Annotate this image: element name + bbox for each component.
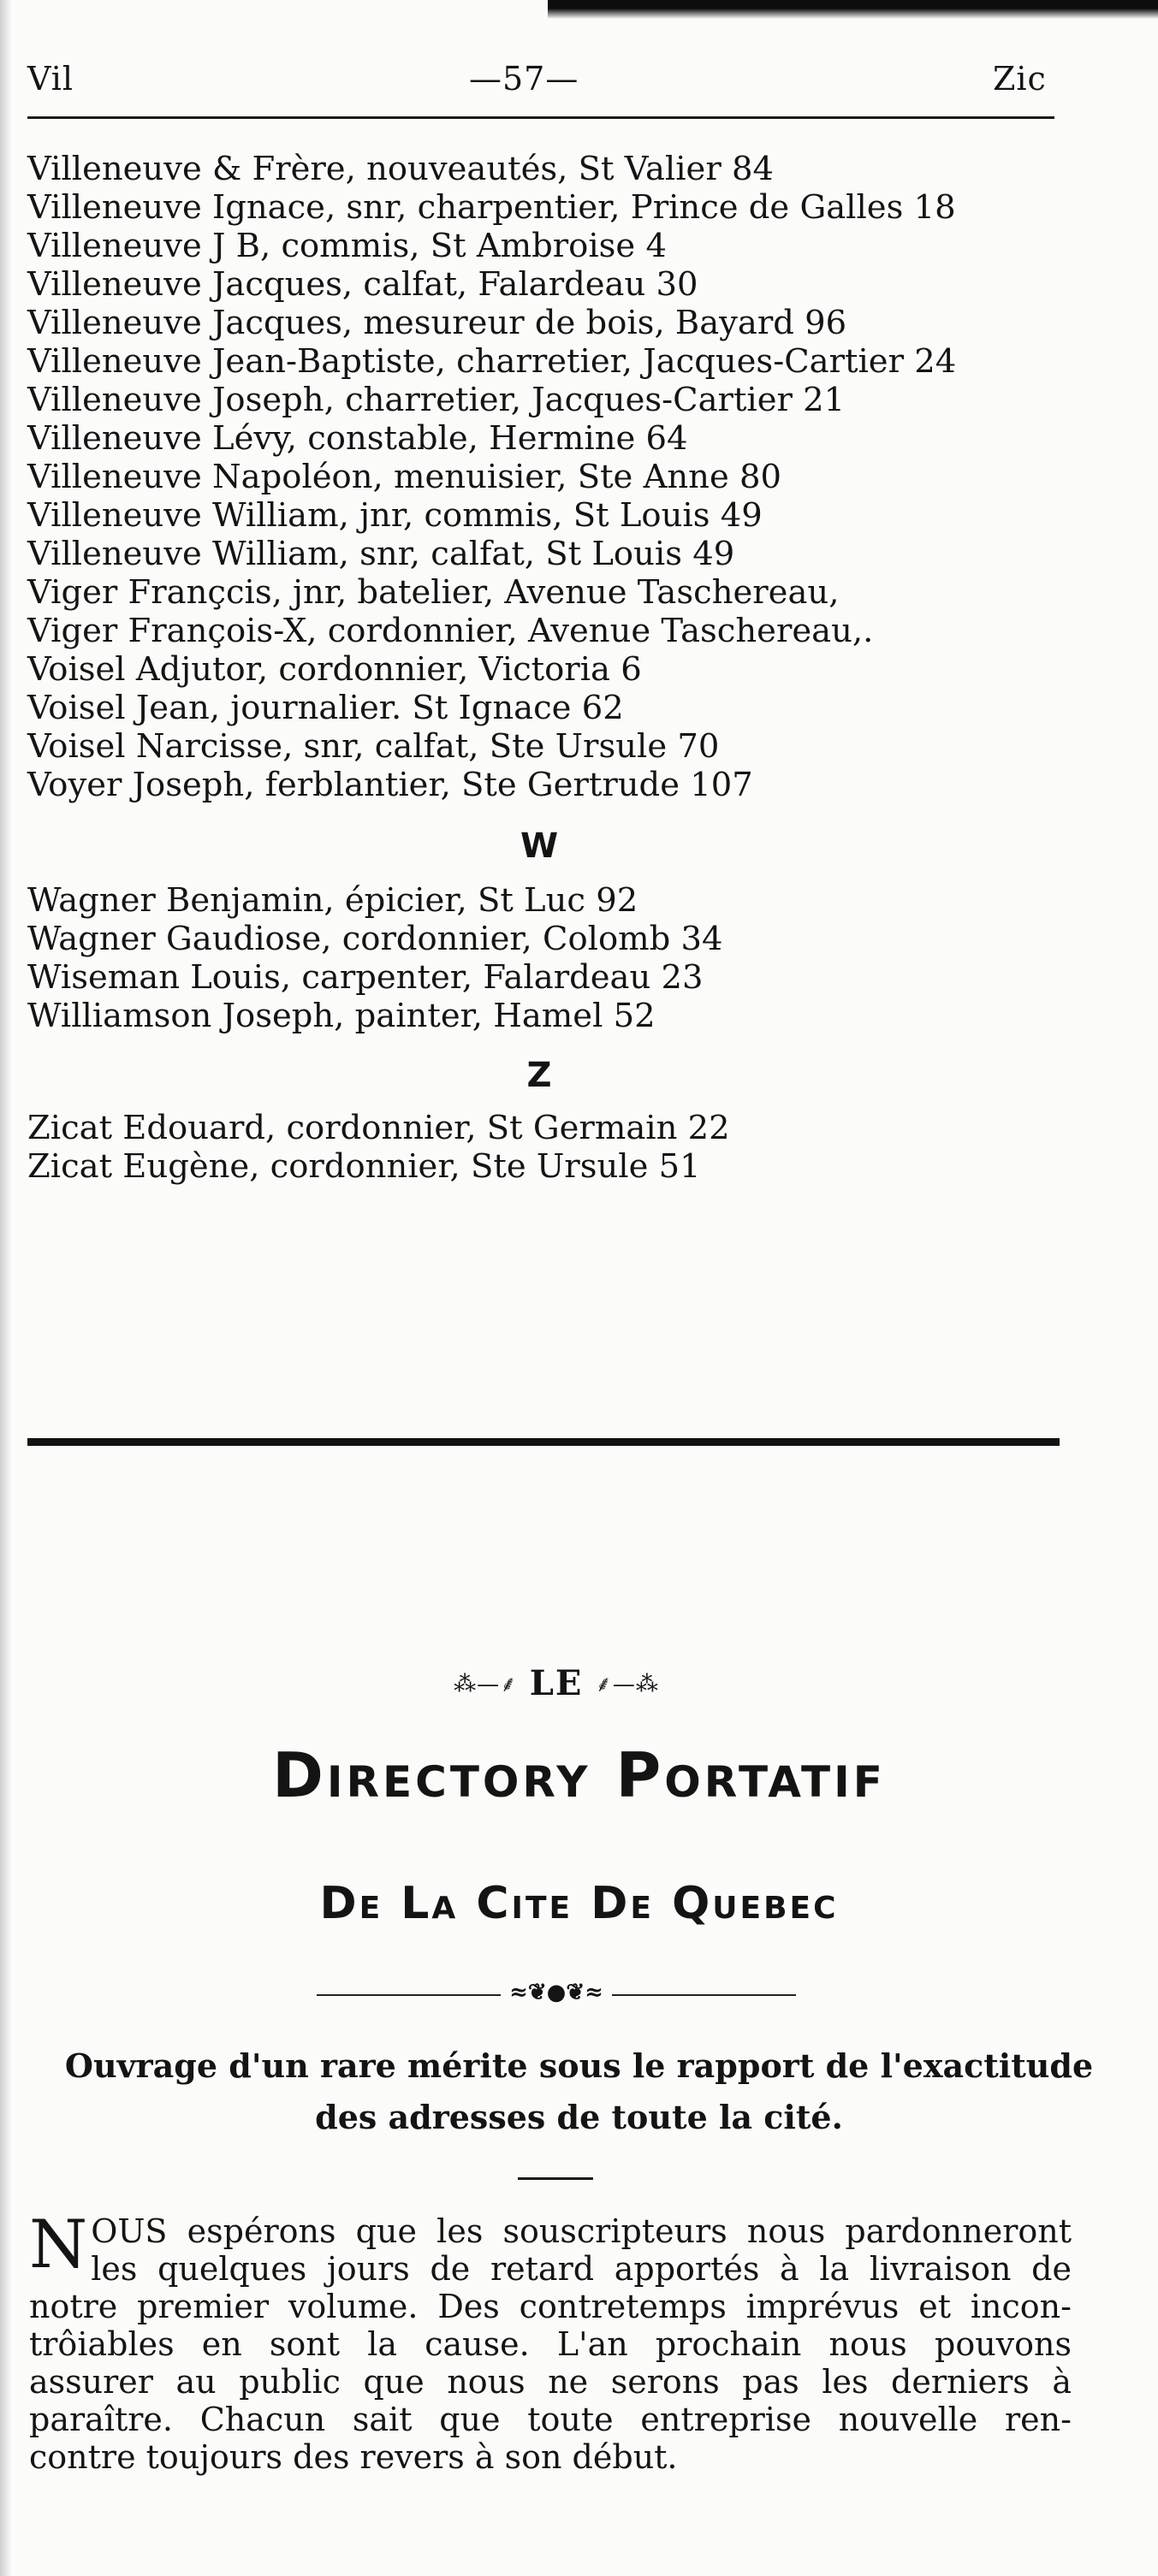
page-number: —57— bbox=[469, 60, 579, 98]
directory-entry: Wiseman Louis, carpenter, Falardeau 23 bbox=[27, 958, 704, 997]
running-head-right: Zic bbox=[993, 60, 1047, 98]
entries-w bbox=[27, 881, 1106, 1035]
entries-vil bbox=[27, 150, 1106, 804]
directory-entry: Villeneuve Lévy, constable, Hermine 64 bbox=[27, 419, 688, 458]
ad-subtitle: De La Cite De Quebec bbox=[319, 1878, 839, 1929]
directory-entry: Voisel Adjutor, cordonnier, Victoria 6 bbox=[27, 650, 642, 689]
directory-entry: Voisel Jean, journalier. St Ignace 62 bbox=[27, 689, 624, 727]
scan-shadow-top bbox=[548, 0, 1158, 19]
running-head-left: Vil bbox=[27, 60, 74, 98]
ad-paragraph bbox=[29, 2206, 1072, 2476]
section-divider-rule bbox=[27, 1438, 1060, 1446]
section-letter-w: W bbox=[520, 826, 559, 866]
directory-entry: Villeneuve Ignace, snr, charpentier, Prince de Galles 18 bbox=[27, 188, 956, 227]
divider-line-right bbox=[612, 1994, 796, 1996]
directory-entry: Zicat Edouard, cordonnier, St Germain 22 bbox=[27, 1109, 730, 1147]
directory-entry: Villeneuve Napoléon, menuisier, Ste Anne 80 bbox=[27, 458, 781, 496]
divider-ornament-icon: ≈❦●❦≈ bbox=[509, 1980, 603, 2005]
directory-entry: Williamson Joseph, painter, Hamel 52 bbox=[27, 997, 656, 1035]
directory-entry: Wagner Gaudiose, cordonnier, Colomb 34 bbox=[27, 920, 723, 958]
directory-entry: Villeneuve & Frère, nouveautés, St Valier 84 bbox=[27, 150, 774, 188]
paragraph-line: notre premier volume. Des contretemps imprévus et incon- bbox=[29, 2288, 1072, 2325]
directory-entry: Villeneuve Jean-Baptiste, charretier, Jacques-Cartier 24 bbox=[27, 342, 957, 381]
ad-tagline: Ouvrage d'un rare mérite sous le rapport de l'exactitude bbox=[64, 2046, 1094, 2085]
header-rule bbox=[27, 116, 1054, 119]
le-ornament bbox=[325, 1662, 787, 1703]
directory-entry: Viger François-X, cordonnier, Avenue Taschereau,. bbox=[27, 612, 874, 650]
ad-tagline: des adresses de toute la cité. bbox=[315, 2098, 843, 2136]
paragraph-line: contre toujours des revers à son début. bbox=[29, 2438, 678, 2476]
divider-line-left bbox=[317, 1994, 501, 1996]
scan-shadow-left bbox=[0, 0, 12, 2576]
directory-entry: Zicat Eugène, cordonnier, Ste Ursule 51 bbox=[27, 1147, 701, 1186]
drop-cap: N bbox=[29, 2206, 88, 2283]
directory-entry: Villeneuve Jacques, mesureur de bois, Bayard 96 bbox=[27, 304, 847, 342]
paragraph-line: trôiables en sont la cause. L'an prochain nous pouvons bbox=[29, 2325, 1072, 2363]
ornament-flourish-left: ⁂—⸙ bbox=[454, 1672, 518, 1697]
ornament-flourish-right: ⸙—⁂ bbox=[595, 1672, 659, 1697]
paragraph-line: paraître. Chacun sait que toute entreprise nouvelle ren- bbox=[29, 2401, 1072, 2438]
directory-entry: Wagner Benjamin, épicier, St Luc 92 bbox=[27, 881, 638, 920]
directory-entry: Villeneuve Joseph, charretier, Jacques-Cartier 21 bbox=[27, 381, 846, 419]
ornamental-divider bbox=[317, 1980, 796, 2005]
directory-entry: Villeneuve Jacques, calfat, Falardeau 30 bbox=[27, 265, 698, 304]
directory-entry: Voisel Narcisse, snr, calfat, Ste Ursule 70 bbox=[27, 727, 720, 766]
directory-entry: Voyer Joseph, ferblantier, Ste Gertrude 107 bbox=[27, 766, 753, 804]
directory-entry: Villeneuve William, snr, calfat, St Louis 49 bbox=[27, 535, 735, 573]
paragraph-line: assurer au public que nous ne serons pas les derniers à bbox=[29, 2363, 1072, 2401]
paragraph-line: OUS espérons que les souscripteurs nous pardonneront bbox=[91, 2212, 1072, 2250]
ad-title: Directory Portatif bbox=[272, 1739, 886, 1811]
short-rule bbox=[518, 2177, 593, 2180]
directory-entry: Villeneuve J B, commis, St Ambroise 4 bbox=[27, 227, 667, 265]
entries-z bbox=[27, 1109, 1106, 1186]
paragraph-line: les quelques jours de retard apportés à la livraison de bbox=[91, 2250, 1072, 2288]
ad-article: LE bbox=[529, 1662, 584, 1703]
directory-entry: Viger Françcis, jnr, batelier, Avenue Taschereau, bbox=[27, 573, 840, 612]
directory-entry: Villeneuve William, jnr, commis, St Louis 49 bbox=[27, 496, 763, 535]
section-letter-z: Z bbox=[526, 1056, 552, 1095]
